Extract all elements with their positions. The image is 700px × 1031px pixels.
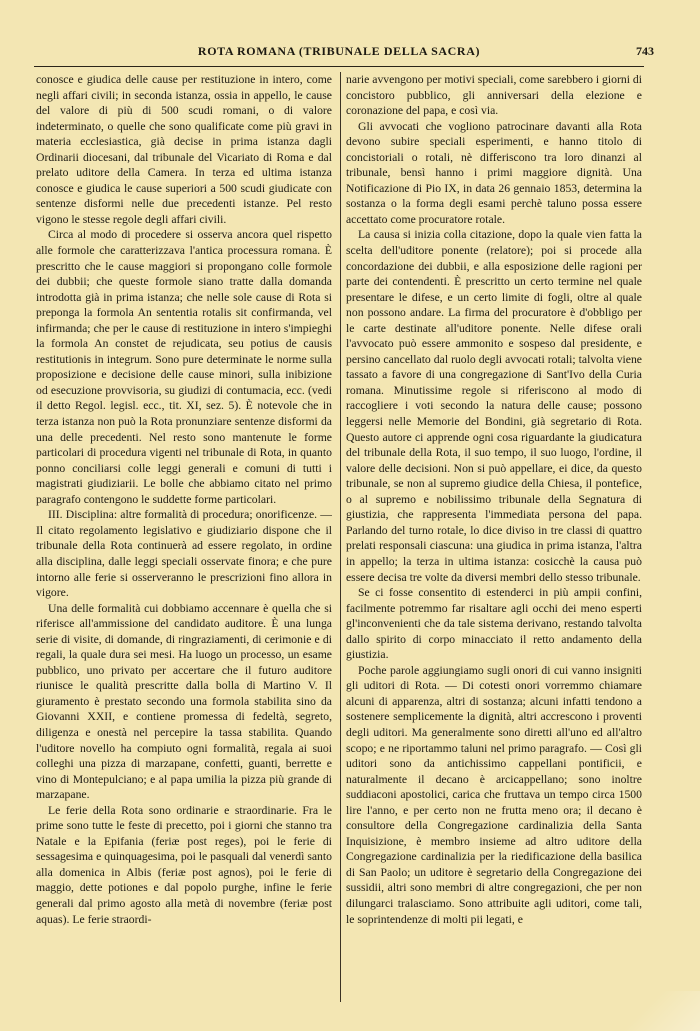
paragraph: III. Disciplina: altre formalità di procedura; onorificenze. — Il citato regolamento legislativo e giudiziario dispone che il tribunale della Rota continuerà ad essere regolato, in ordine alla disciplina, dalle leggi speciali osservate finora; e che pure intorno alle ferie si osserveranno le prescrizioni fino allora in vigore.	[36, 508, 332, 600]
column-divider	[340, 72, 341, 1002]
paragraph: Circa al modo di procedere si osserva ancora quel rispetto alle formole che caratterizzava l'antica processura romana. È prescritto che le cause maggiori si propongano colle formole dei dubbii; che queste formole siano tratte dalla domanda introdotta già in prima istanza; che nelle sole cause di Rota si preponga la formola An sententia rotalis sit confirmanda, vel infirmanda; che per le cause di restituzione in intero s'impieghi la formola An constet de rejudicata, seu potius de causis restitutionis in integrum. Sono pure determinate le norme sulla proposizione e decisione delle cause minori, sulla inibizione od esecuzione provvisoria, su giudizi di contumacia, ecc. (vedi il detto Regol. legisl. ecc., tit. XI, sez. 5). È notevole che in terza istanza non può la Rota pronunziare sentenze disformi da una delle precedenti. Nel resto sono mantenute le forme particolari di procedura vigenti nel tribunale di Rota, in quanto ponno conciliarsi colle leggi generali e comuni di tutti i magistrati giudiziarii. Le bolle che abbiamo citato nel primo paragrafo contengono le suddette forme particolari.	[36, 228, 332, 506]
running-header	[34, 40, 654, 67]
paragraph: conosce e giudica delle cause per restituzione in intero, come negli affari civili; in seconda istanza, ossia in appello, le cause del valore di più di 500 scudi romani, o di valore indeterminato, o quelle che sono qualificate come più gravi in materia ecclesiastica, già decise in prima istanza dagli Ordinarii diocesani, dal tribunale del Vicariato di Roma e dal prelato uditore della Camera. In terza ed ultima istanza conosce e giudica le cause superiori a 500 scudi giudicate con sentenze disformi nelle due precedenti istanze. Pel resto vigono le stesse regole degli affari civili.	[36, 73, 332, 226]
page-corner-shading	[610, 991, 700, 1031]
left-column	[36, 72, 332, 1016]
paragraph: Gli avvocati che vogliono patrocinare davanti alla Rota devono subire speciali esperimenti, e hanno titolo di concistoriali o rotali, nè differiscono tra loro dinanzi al tribunale, bensì hanno i primi maggiore dignità. Una Notificazione di Pio IX, in data 26 gennaio 1853, determina la sostanza o la forma degli esami perchè taluno possa essere accettato come procuratore rotale.	[346, 119, 642, 226]
paragraph: narie avvengono per motivi speciali, come sarebbero i giorni di concistoro pubblico, gli anniversari della elezione e coronazione del papa, e così via.	[346, 73, 642, 118]
header-title: ROTA ROMANA (TRIBUNALE DELLA SACRA)	[197, 44, 481, 58]
right-column	[346, 72, 642, 1002]
paragraph: Una delle formalità cui dobbiamo accennare è quella che si riferisce all'ammissione del candidato auditore. È una lunga serie di visite, di domande, di ringraziamenti, di cerimonie e di regali, la quale dura sei mesi. Ha luogo un processo, un esame pubblico, uno privato per accertare che il futuro auditore riunisce le qualità prescritte dalla bolla di Martino V. Il giuramento è prestato secondo una formola stabilita sino da Giovanni XXII, e contiene promessa di fedeltà, segreto, diligenza e onestà nel percepire la tassa stabilita. Quando l'uditore novello ha compiuto ogni formalità, regala ai suoi colleghi una pizza di marzapane, confetti, guanti, berrette e vino di Montepulciano; e al papa umilia la pizza più grande di marzapane.	[36, 601, 332, 802]
page-number: 743	[636, 44, 654, 58]
paragraph: Se ci fosse consentito di estenderci in più ampii confini, facilmente potremmo far risaltare agli occhi dei meno esperti gl'inconvenienti che da tale sistema derivano, restando talvolta dallo spirito di corpo minacciato il retto andamento della giustizia.	[346, 586, 642, 662]
paragraph: Le ferie della Rota sono ordinarie e straordinarie. Fra le prime sono tutte le feste di precetto, poi i giorni che stanno tra Natale e la Epifania (feriæ post reges), poi le ferie di sessagesima e quinquagesima, poi le pasquali dal venerdì santo alla domenica in Albis (feriæ post agnos), poi le ferie di maggio, dette potiones e dal popolo purghe, infine le ferie generali dal primo agosto alla metà di novembre (feriæ post aquas). Le ferie straordi-	[36, 803, 332, 926]
paragraph: La causa si inizia colla citazione, dopo la quale vien fatta la scelta dell'uditore ponente (relatore); poi si procede alla concordazione dei dubbii, e alla esposizione delle ragioni per parte dei contendenti. È prescritto un certo termine nel quale presentare le difese, e un certo limite di fogli, oltre al quale non possono andare. La firma del procuratore è d'obbligo per le carte destinate all'uditore ponente. Nelle difese orali l'avvocato può essere ammonito e sospeso dal presidente, e persino cancellato dal ruolo degli avvocati rotali; talvolta viene tassato a favore di una congregazione di Sant'Ivo della Curia romana. Minutissime regole si riferiscono al modo di raccogliere i voti secondo la natura delle cause; possono leggersi nelle Memorie del Bondini, già segretario di Rota. Questo autore ci apprende ogni cosa riguardante la giudicatura del tribunale della Rota, il suo tempo, il suo luogo, l'ordine, il valore delle decisioni. Non si può appellare, ei dice, da questo tribunale, se non al supremo giudice della Chiesa, il pontefice, o al supremo e nobilissimo tribunale della Segnatura di giustizia, che rappresenta l'immediata persona del papa. Parlando del turno rotale, lo dice diviso in tre classi di quattro prelati responsali ciascuna: una giudica in prima istanza, l'altra in appello; la terza in ultima istanza: cosicchè la causa può essere decisa tre volte da diversi membri dello stesso tribunale.	[346, 228, 642, 584]
paragraph: Poche parole aggiungiamo sugli onori di cui vanno insigniti gli uditori di Rota. — Di cotesti onori vorremmo chiamare alcuni di apparenza, altri di sostanza; alcuni infatti tendono a sostenere semplicemente la dignità, altri accrescono i proventi degli uditori. Ma generalmente sono diretti all'uno ed all'altro scopo; e ne riportammo taluni nel primo paragrafo. — Così gli uditori sono da antichissimo cappellani pontificii, e naturalmente il decano è arcicappellano; sono inoltre suddiaconi apostolici, carica che fruttava un tempo circa 1500 lire l'anno, e per certo non ne frutta meno ora; il decano è consultore della Congregazione cardinalizia della Santa Inquisizione, è membro insieme ad altro uditore della Congregazione cardinalizia per la riedificazione della basilica di San Paolo; un uditore è segretario della Congregazione dei sussidii, altri sono membri di altre congregazioni, che per non dilungarci tralasciamo. Sono attribuite agli uditori, come tali, le soprintendenze di molti pii legati, e	[346, 663, 642, 926]
